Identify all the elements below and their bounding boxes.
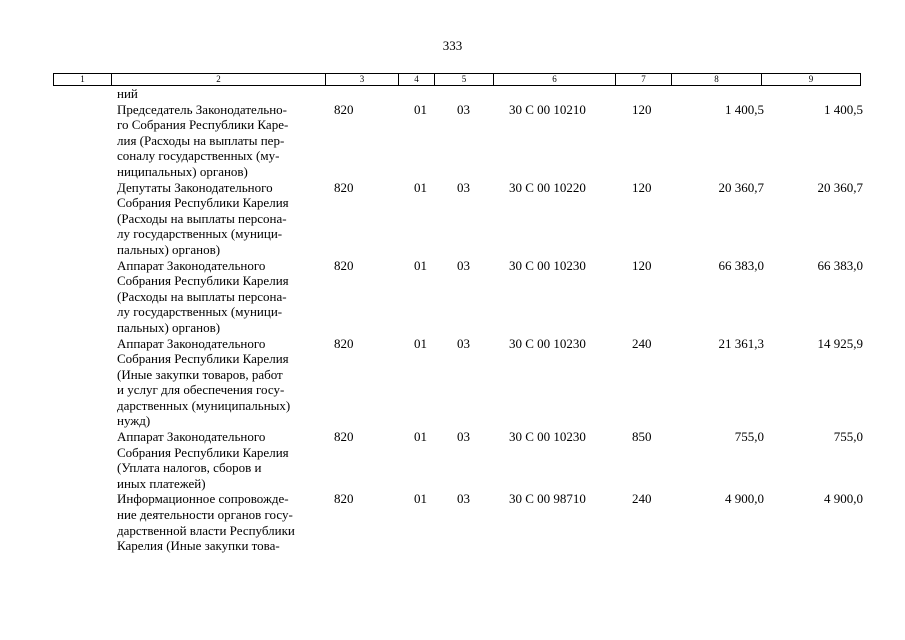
expense-type-code: 120 [632, 101, 652, 117]
name-line: (Расходы на выплаты персона- [117, 210, 287, 226]
section-code: 01 [414, 101, 427, 117]
name-line: Собрания Республики Карелия [117, 444, 289, 460]
name-line: Аппарат Законодательного [117, 257, 266, 273]
name-line: лу государственных (муници- [117, 304, 283, 320]
amount-executed: 4 900,0 [824, 491, 863, 507]
table-row [53, 491, 870, 553]
table-row [53, 336, 870, 430]
name-line: Аппарат Законодательного [117, 335, 266, 351]
subsection-code: 03 [457, 491, 470, 507]
column-number-header [53, 73, 861, 86]
section-code: 01 [414, 179, 427, 195]
subsection-code: 03 [457, 179, 470, 195]
ministry-code: 820 [334, 335, 354, 351]
expense-name [53, 258, 329, 336]
name-line: Собрания Республики Карелия [117, 273, 289, 289]
expense-type-code: 120 [632, 257, 652, 273]
target-article-code: 30 С 00 10230 [509, 429, 586, 445]
target-article-code: 30 С 00 98710 [509, 491, 586, 507]
column-number-cell: 1 [54, 74, 112, 86]
name-line: Карелия (Иные закупки това- [117, 538, 280, 554]
amount-executed: 1 400,5 [824, 101, 863, 117]
amount-approved: 1 400,5 [725, 101, 764, 117]
subsection-code: 03 [457, 101, 470, 117]
expense-name [53, 180, 329, 258]
expense-name [53, 429, 329, 491]
table-row [53, 429, 870, 491]
column-number-cell: 4 [399, 74, 435, 86]
target-article-code: 30 С 00 10220 [509, 179, 586, 195]
name-line: пальных) органов) [117, 241, 221, 257]
column-number-cell: 2 [112, 74, 326, 86]
section-code: 01 [414, 257, 427, 273]
name-line: соналу государственных (му- [117, 148, 280, 164]
table-row [53, 258, 870, 336]
name-line: лу государственных (муници- [117, 226, 283, 242]
name-line: Информационное сопровожде- [117, 491, 289, 507]
amount-executed: 14 925,9 [817, 335, 863, 351]
carry-over-text [53, 86, 329, 102]
column-number-row [54, 74, 861, 86]
subsection-code: 03 [457, 429, 470, 445]
section-code: 01 [414, 335, 427, 351]
table-row [53, 180, 870, 258]
column-number-cell: 8 [672, 74, 762, 86]
amount-executed: 66 383,0 [817, 257, 863, 273]
section-code: 01 [414, 429, 427, 445]
name-line: дарственной власти Республики [117, 522, 295, 538]
name-line: Депутаты Законодательного [117, 179, 273, 195]
expense-name [53, 102, 329, 180]
budget-table [53, 86, 870, 554]
amount-approved: 20 360,7 [718, 179, 764, 195]
name-line: нужд) [117, 413, 151, 429]
name-line: пальных) органов) [117, 319, 221, 335]
name-line: ниципальных) органов) [117, 163, 248, 179]
name-line: Собрания Республики Карелия [117, 351, 289, 367]
name-line: Председатель Законодательно- [117, 101, 288, 117]
name-line: лия (Расходы на выплаты пер- [117, 132, 285, 148]
subsection-code: 03 [457, 335, 470, 351]
expense-name [53, 336, 329, 430]
name-line: Собрания Республики Карелия [117, 195, 289, 211]
ministry-code: 820 [334, 179, 354, 195]
table-row [53, 102, 870, 180]
expense-type-code: 240 [632, 491, 652, 507]
target-article-code: 30 С 00 10230 [509, 335, 586, 351]
column-number-cell: 3 [326, 74, 399, 86]
subsection-code: 03 [457, 257, 470, 273]
name-line: Аппарат Законодательного [117, 429, 266, 445]
name-line: (Уплата налогов, сборов и [117, 460, 262, 476]
column-number-cell: 5 [435, 74, 494, 86]
expense-type-code: 240 [632, 335, 652, 351]
column-number-cell: 6 [494, 74, 616, 86]
name-line: го Собрания Республики Каре- [117, 117, 289, 133]
ministry-code: 820 [334, 101, 354, 117]
ministry-code: 820 [334, 491, 354, 507]
amount-executed: 20 360,7 [817, 179, 863, 195]
ministry-code: 820 [334, 429, 354, 445]
name-line: и услуг для обеспечения госу- [117, 382, 285, 398]
page-number: 333 [442, 38, 463, 53]
name-line: ний [117, 86, 138, 101]
amount-approved: 4 900,0 [725, 491, 764, 507]
expense-name [53, 491, 329, 553]
expense-type-code: 850 [632, 429, 652, 445]
amount-approved: 66 383,0 [718, 257, 764, 273]
name-line: иных платежей) [117, 475, 206, 491]
name-line: дарственных (муниципальных) [117, 397, 291, 413]
name-line: ние деятельности органов госу- [117, 507, 293, 523]
section-code: 01 [414, 491, 427, 507]
amount-approved: 755,0 [734, 429, 764, 445]
name-line: (Иные закупки товаров, работ [117, 366, 283, 382]
amount-approved: 21 361,3 [718, 335, 764, 351]
target-article-code: 30 С 00 10210 [509, 101, 586, 117]
amount-executed: 755,0 [833, 429, 863, 445]
expense-type-code: 120 [632, 179, 652, 195]
column-number-cell: 7 [616, 74, 672, 86]
name-line: (Расходы на выплаты персона- [117, 288, 287, 304]
ministry-code: 820 [334, 257, 354, 273]
column-number-cell: 9 [762, 74, 861, 86]
carry-over-row [53, 86, 870, 102]
target-article-code: 30 С 00 10230 [509, 257, 586, 273]
